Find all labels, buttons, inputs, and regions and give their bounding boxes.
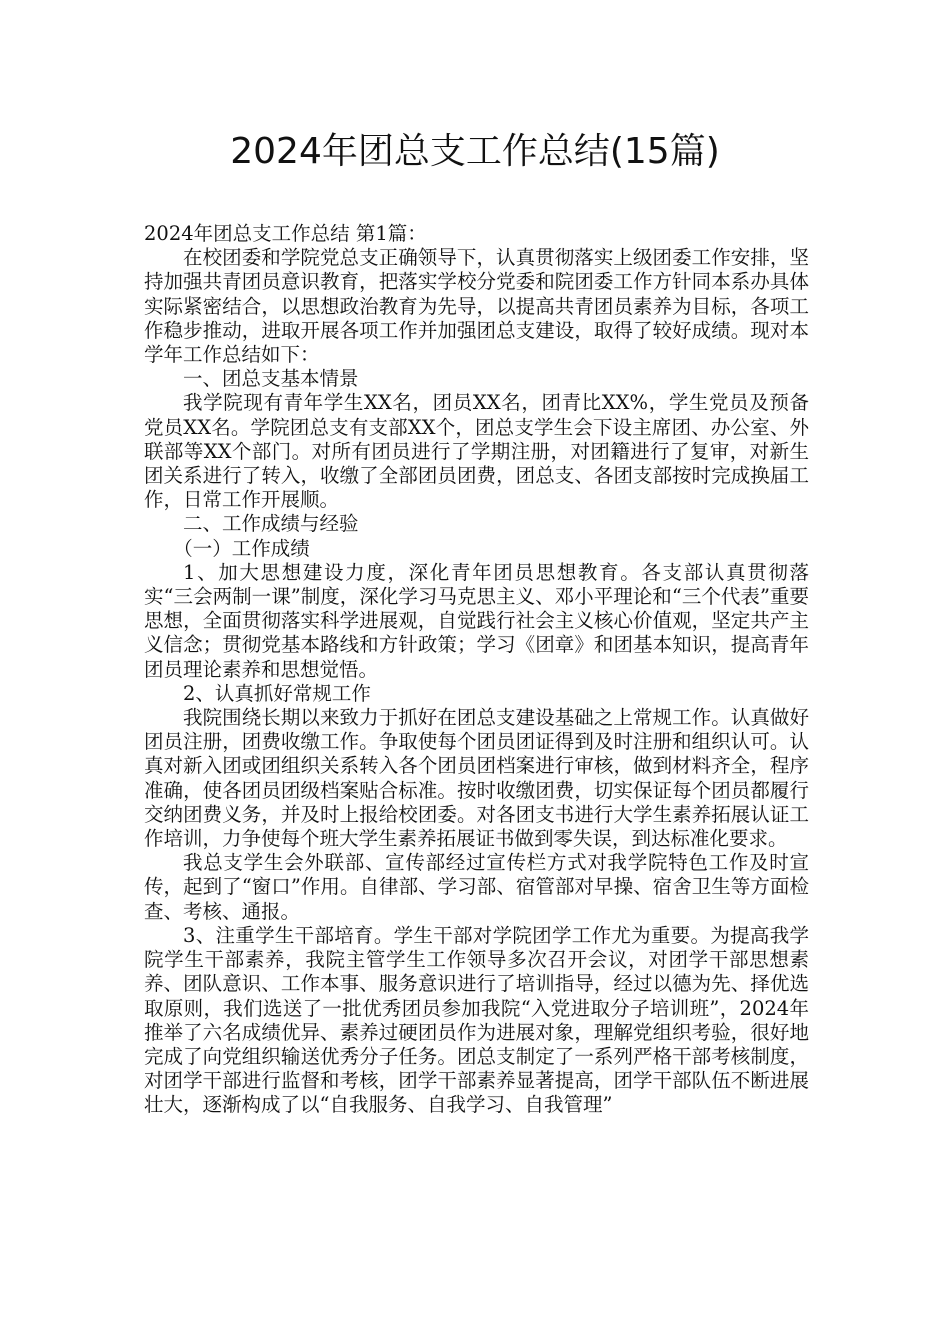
subheading-work-results: （一）工作成绩 xyxy=(173,536,310,560)
heading-routine-work: 2、认真抓好常规工作 xyxy=(183,681,371,705)
heading-achievements: 二、工作成绩与经验 xyxy=(183,512,359,536)
intro-paragraph: 在校团委和学院党总支正确领导下，认真贯彻落实上级团委工作安排，坚持加强共青团员意识教育，把落实学校分党委和院团委工作方针同本系办具体实际紧密结合，以思想政治教育为先导，以提高共青团员素养为目标，各项工作稳步推动，进取开展各项工作并加强团总支建设，取得了较好成绩。现对本学年工作总结如下： xyxy=(144,246,809,367)
document-body xyxy=(144,222,809,1118)
heading-basic-situation: 一、团总支基本情景 xyxy=(183,367,359,391)
section-label: 2024年团总支工作总结 第1篇： xyxy=(144,222,427,245)
paragraph-cadre-training: 3、注重学生干部培育。学生干部对学院团学工作尤为重要。为提高我学院学生干部素养，我院主管学生工作领导多次召开会议，对团学干部思想素养、团队意识、工作本事、服务意识进行了培训指导，经过以德为先、择优选取原则，我们选送了一批优秀团员参加我院“入党进取分子培训班”，2024年推举了六名成绩优异、素养过硬团员作为进展对象，理解党组织考验，很好地完成了向党组织输送优秀分子任务。团总支制定了一系列严格干部考核制度，对团学干部进行监督和考核，团学干部素养显著提高，团学干部队伍不断进展壮大，逐渐构成了以“自我服务、自我学习、自我管理” xyxy=(144,923,809,1117)
paragraph-publicity: 我总支学生会外联部、宣传部经过宣传栏方式对我学院特色工作及时宣传，起到了“窗口”作用。自律部、学习部、宿管部对早操、宿舍卫生等方面检查、考核、通报。 xyxy=(144,851,809,923)
document-title: 2024年团总支工作总结(15篇) xyxy=(230,131,720,172)
paragraph-routine-work: 我院围绕长期以来致力于抓好在团总支建设基础之上常规工作。认真做好团员注册，团费收缴工作。争取使每个团员团证得到及时注册和组织认可。认真对新入团或团组织关系转入各个团员团档案进行审核，做到材料齐全，程序准确，使各团员团级档案贴合标准。按时收缴团费，切实保证每个团员都履行交纳团费义务，并及时上报给校团委。对各团支书进行大学生素养拓展认证工作培训，力争使每个班大学生素养拓展证书做到零失误，到达标准化要求。 xyxy=(144,706,809,851)
paragraph-ideology: 1、加大思想建设力度，深化青年团员思想教育。各支部认真贯彻落实“三会两制一课”制度，深化学习马克思主义、邓小平理论和“三个代表”重要思想，全面贯彻落实科学进展观，自觉践行社会主义核心价值观，坚定共产主义信念；贯彻党基本路线和方针政策；学习《团章》和团基本知识，提高青年团员理论素养和思想觉悟。 xyxy=(144,560,809,681)
paragraph-basic-situation: 我学院现有青年学生XX名，团员XX名，团青比XX%，学生党员及预备党员XX名。学院团总支有支部XX个，团总支学生会下设主席团、办公室、外联部等XX个部门。对所有团员进行了学期注册，对团籍进行了复审，对新生团关系进行了转入，收缴了全部团员团费，团总支、各团支部按时完成换届工作，日常工作开展顺。 xyxy=(144,391,809,512)
